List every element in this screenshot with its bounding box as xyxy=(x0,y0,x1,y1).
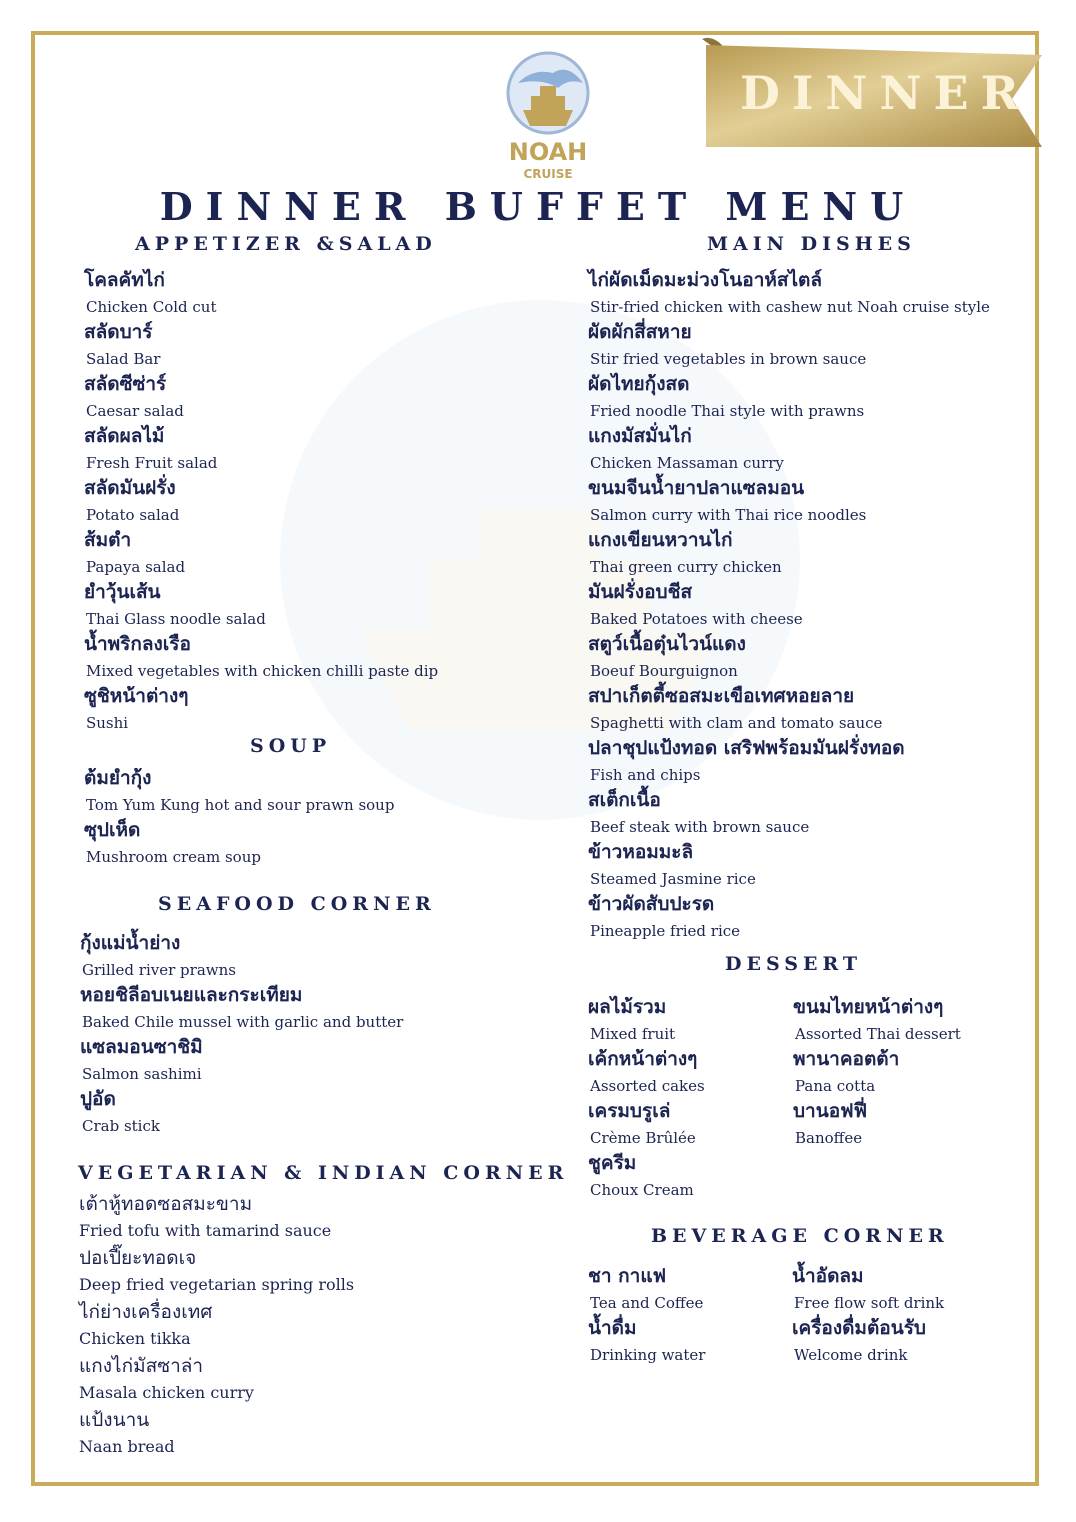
menu-item: ข้าวหอมมะลิ Steamed Jasmine rice xyxy=(588,841,756,888)
soup-heading: SOUP xyxy=(250,735,332,757)
menu-item: ปอเปี๊ยะทอดเจ Deep fried vegetarian spring rolls xyxy=(79,1247,355,1294)
menu-item: หอยชิลีอบเนยและกระเทียม Baked Chile mussel with garlic and butter xyxy=(80,984,404,1031)
menu-item: กุ้งแม่น้ำย่าง Grilled river prawns xyxy=(80,932,236,979)
menu-item: เต้าหู้ทอดซอสมะขาม Fried tofu with tamarind sauce xyxy=(79,1193,332,1240)
menu-item: ไก่ผัดเม็ดมะม่วงโนอาห์สไตล์ Stir-fried chicken with cashew nut Noah cruise style xyxy=(588,269,990,316)
menu-item: โคลคัทไก่ Chicken Cold cut xyxy=(84,269,217,316)
menu-item: น้ำอัดลม Free flow soft drink xyxy=(792,1265,945,1312)
vegetarian-heading: VEGETARIAN & INDIAN CORNER xyxy=(78,1162,569,1184)
menu-item: สลัดผลไม้ Fresh Fruit salad xyxy=(84,425,218,472)
menu-item: ส้มตำ Papaya salad xyxy=(84,529,186,576)
beverage-heading: BEVERAGE CORNER xyxy=(651,1225,949,1247)
menu-item: แกงมัสมั่นไก่ Chicken Massaman curry xyxy=(588,425,784,472)
menu-item: ข้าวผัดสับปะรด Pineapple fried rice xyxy=(588,893,741,940)
menu-item: สเต็กเนื้อ Beef steak with brown sauce xyxy=(588,789,810,836)
menu-item: สลัดบาร์ Salad Bar xyxy=(84,321,161,368)
logo-brand: NOAH xyxy=(508,138,588,166)
menu-item: ซูชิหน้าต่างๆ Sushi xyxy=(84,685,189,732)
seafood-heading: SEAFOOD CORNER xyxy=(158,893,436,915)
menu-item: ผัดไทยกุ้งสด Fried noodle Thai style with prawns xyxy=(588,373,865,420)
menu-item: ปูอัด Crab stick xyxy=(80,1088,160,1135)
menu-item: เค้กหน้าต่างๆ Assorted cakes xyxy=(588,1048,705,1095)
menu-item: แกงเขียนหวานไก่ Thai green curry chicken xyxy=(588,529,782,576)
menu-item: สตูว์เนื้อตุ๋นไวน์แดง Boeuf Bourguignon xyxy=(588,633,746,680)
appetizer-heading: APPETIZER &SALAD xyxy=(135,233,437,255)
menu-item: น้ำดื่ม Drinking water xyxy=(588,1317,706,1364)
menu-item: เครมบรูเล่ Crème Brûlée xyxy=(588,1100,696,1147)
menu-item: ต้มยำกุ้ง Tom Yum Kung hot and sour prawn soup xyxy=(84,767,395,814)
menu-item: ขนมจีนน้ำยาปลาแซลมอน Salmon curry with Thai rice noodles xyxy=(588,477,867,524)
menu-item: ยำวุ้นเส้น Thai Glass noodle salad xyxy=(84,581,266,628)
menu-item: ผัดผักสี่สหาย Stir fried vegetables in brown sauce xyxy=(588,321,867,368)
menu-item: น้ำพริกลงเรือ Mixed vegetables with chicken chilli paste dip xyxy=(84,633,439,680)
main-dishes-heading: MAIN DISHES xyxy=(707,233,916,255)
page-title: DINNER BUFFET MENU xyxy=(159,184,917,229)
menu-item: แป้งนาน Naan bread xyxy=(79,1409,175,1456)
menu-item: บานอฟฟี่ Banoffee xyxy=(793,1100,868,1147)
logo-sub: CRUISE xyxy=(523,167,573,181)
menu-item: ซุปเห็ด Mushroom cream soup xyxy=(84,819,261,866)
menu-item: ชูครีม Choux Cream xyxy=(588,1152,694,1199)
menu-item: ชา กาแฟ Tea and Coffee xyxy=(588,1265,704,1312)
menu-item: ผลไม้รวม Mixed fruit xyxy=(588,996,676,1043)
menu-item: พานาคอตต้า Pana cotta xyxy=(793,1048,900,1095)
menu-item: ปลาชุปแป้งทอด เสริฟพร้อมมันฝรั่งทอด Fish and chips xyxy=(588,737,905,784)
menu-item: แซลมอนซาชิมิ Salmon sashimi xyxy=(80,1036,203,1083)
menu-item: ขนมไทยหน้าต่างๆ Assorted Thai dessert xyxy=(793,996,961,1043)
menu-item: แกงไก่มัสซาล่า Masala chicken curry xyxy=(79,1355,254,1402)
menu-item: สลัดมันฝรั่ง Potato salad xyxy=(84,477,180,524)
menu-item: ไก่ย่างเครื่องเทศ Chicken tikka xyxy=(79,1301,213,1348)
ribbon-label: DINNER xyxy=(740,66,1031,120)
noah-cruise-logo xyxy=(498,48,598,183)
menu-item: เครื่องดื่มต้อนรับ Welcome drink xyxy=(792,1317,926,1364)
dessert-heading: DESSERT xyxy=(725,953,863,975)
menu-item: มันฝรั่งอบชีส Baked Potatoes with cheese xyxy=(588,581,803,628)
menu-item: สปาเก็ตตี้ซอสมะเขือเทศหอยลาย Spaghetti with clam and tomato sauce xyxy=(588,685,883,732)
menu-item: สลัดซีซ่าร์ Caesar salad xyxy=(84,373,184,420)
